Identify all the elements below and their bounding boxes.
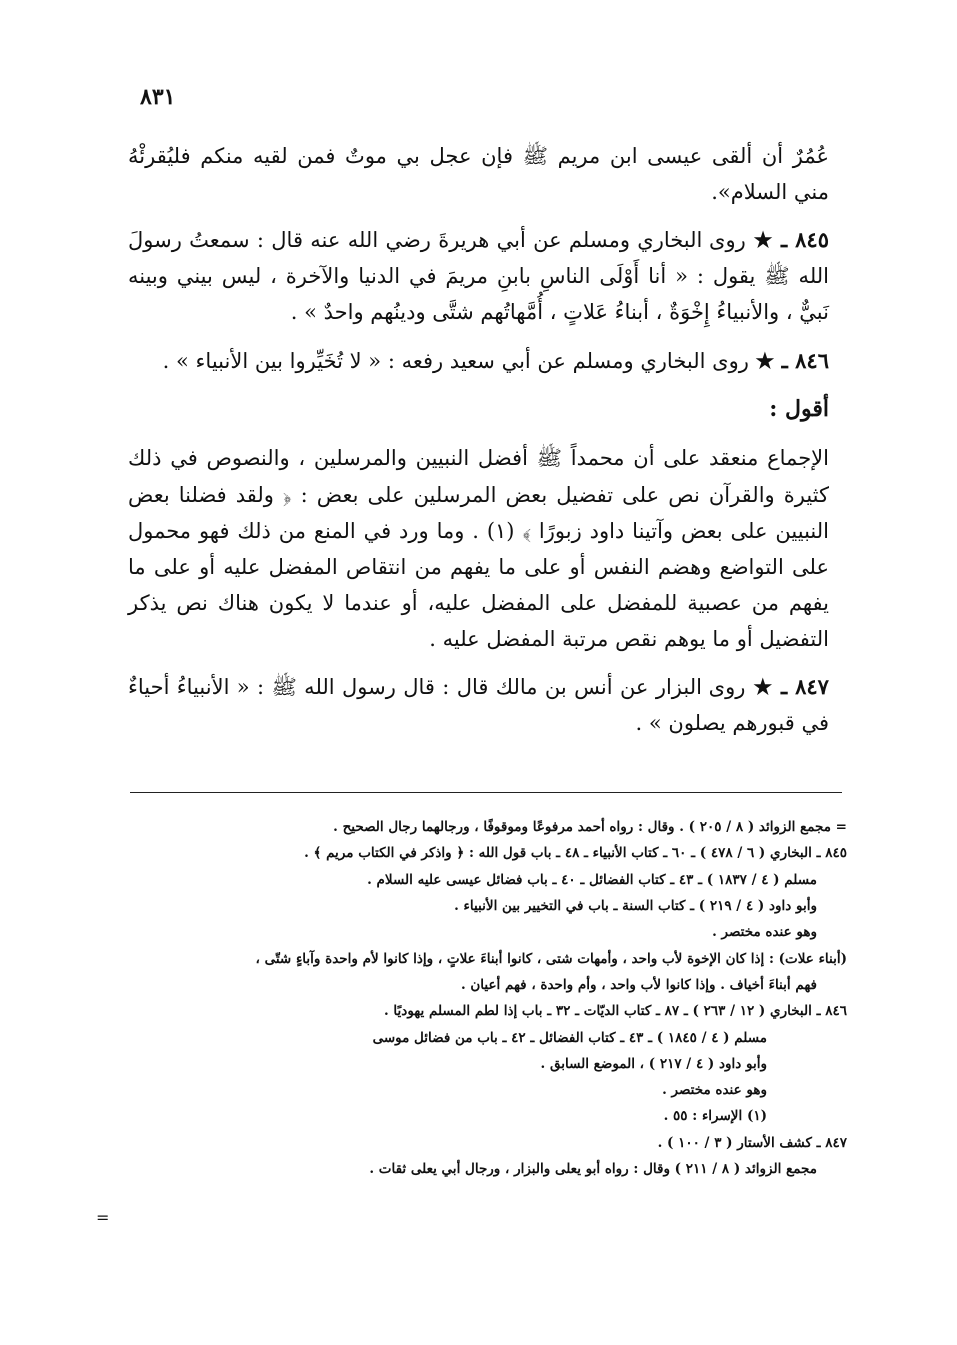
footnote-line: مسلم ( ٤ / ١٨٤٥ ) ـ ٤٣ ـ كتاب الفضائل ـ ٤٢ ـ باب من فضائل موسى [372,1029,767,1046]
footnote-line: وهو عنده مختصر . [662,1082,767,1099]
footnote-line: ٨٤٥ ـ البخاري ( ٦ / ٤٧٨ ) ـ ٦٠ ـ كتاب الأنبياء ـ ٤٨ ـ باب قول الله : ﴿ واذكر في الكتاب مريم ﴾ . [304,845,847,862]
footnotes [110,814,847,1182]
footnote-line: مسلم ( ٤ / ١٨٣٧ ) ـ ٤٣ ـ كتاب الفضائل ـ ٤٠ ـ باب فضائل عيسى عليه السلام . [367,871,817,888]
hadith-847 [128,669,829,741]
footnote-line: (أبناء علات) : إذا كان الإخوة لأب واحد ، وأمهات شتى ، كانوا أبناءَ علاتٍ ، وإذا كانوا لأم واحدة وآباءٍ شتّى ، [255,950,847,967]
hadith-846-number: ٨٤٦ ـ ★ [755,347,829,373]
hadith-847-text: روى البزار عن أنس بن مالك قال : قال رسول الله ﷺ : « الأنبياءُ أحياءٌ في قبورهم يصلون » . [128,675,829,736]
footnote-line: مجمع الزوائد ( ٨ / ٢١١ ) وقال : رواه أبو يعلى والبزار ، ورجال أبي يعلى ثقات . [369,1161,817,1178]
continuation-paragraph: عُمُرٌ أن ألقى عيسى ابن مريم ﷺ فإن عجل بي موتٌ فمن لقيه منكم فليُقرئْهُ مني السلام». [128,144,829,205]
hadith-845-number: ٨٤٥ ـ ★ [753,227,829,253]
footnote-line: وأبو داود ( ٤ / ٢١٩ ) ـ كتاب السنة ـ باب في التخيير بين الأنبياء . [454,897,817,914]
hadith-845-text: روى البخاري ومسلم عن أبي هريرةَ رضي الله عنه قال : سمعتُ رسولَ الله ﷺ يقول : « أنا أَوْلَى الناسِ بابنِ مريمَ في الدنيا والآخرة ، ليس بيني وبينه نَبيٌّ ، والأنبياءُ إِخْوَةٌ ، أبناءُ عَلاتٍ ، أُمَّهاتُهم شتَّى ودينُهم واحدٌ » . [128,228,829,325]
hadith-846-text: روى البخاري ومسلم عن أبي سعيد رفعه : « لا تُخَيِّروا بين الأنبياء » . [162,348,749,373]
footnote-line: وهو عنده مختصر . [712,924,817,941]
footnote-line: ٨٤٦ ـ البخاري ( ١٢ / ٢٦٣ ) ـ ٨٧ ـ كتاب الديّات ـ ٣٢ ـ باب إذا لطم المسلم يهوديًا . [384,1003,847,1020]
footnote-line: (١) الإسراء : ٥٥ . [663,1108,767,1125]
footnote-line: ٨٤٧ ـ كشف الأستار ( ٣ / ١٠٠ ) . [657,1134,847,1151]
section-heading: أقول : [769,395,829,422]
page-number: ٨٣١ [140,84,176,110]
footnote-line: وأبو داود ( ٤ / ٢١٧ ) ، الموضع السابق . [540,1055,767,1072]
continuation-mark: = [96,1208,110,1227]
hadith-845 [128,222,829,330]
commentary-paragraph: الإجماع منعقد على أن محمداً ﷺ أفضل النبيين والمرسلين ، والنصوص في ذلك كثيرة والقرآن نص على تفضيل بعض المرسلين على بعض : ﴿ ولقد فضلنا بعض النبيين على بعض وآتينا داود زبورًا ﴾ (١) . وما ورد في المنع من ذلك فهو محمول على التواضع وهضم النفس أو على ما يفهم من انتقاص المفضل عليه أو على ما يفهم من عصبية للمفضل على المفضل عليه، أو عندما لا يكون هناك نص يذكر التفضيل أو ما يوهم نقص مرتبة المفضل عليه . [128,446,829,652]
footnote-divider [130,792,842,793]
footnote-line: فهم أبناءَ أخياف . وإذا كانوا لأب واحد ، وأم واحدة ، فهم أعيان . [460,976,817,993]
footnote-line: = مجمع الزوائد ( ٨ / ٢٠٥ ) . وقال : رواه أحمد مرفوعًا وموقوفًا ، ورجالهما رجال الصحيح . [333,819,847,835]
hadith-846 [128,343,829,379]
main-text [128,138,829,753]
hadith-847-number: ٨٤٧ ـ ★ [752,674,829,700]
